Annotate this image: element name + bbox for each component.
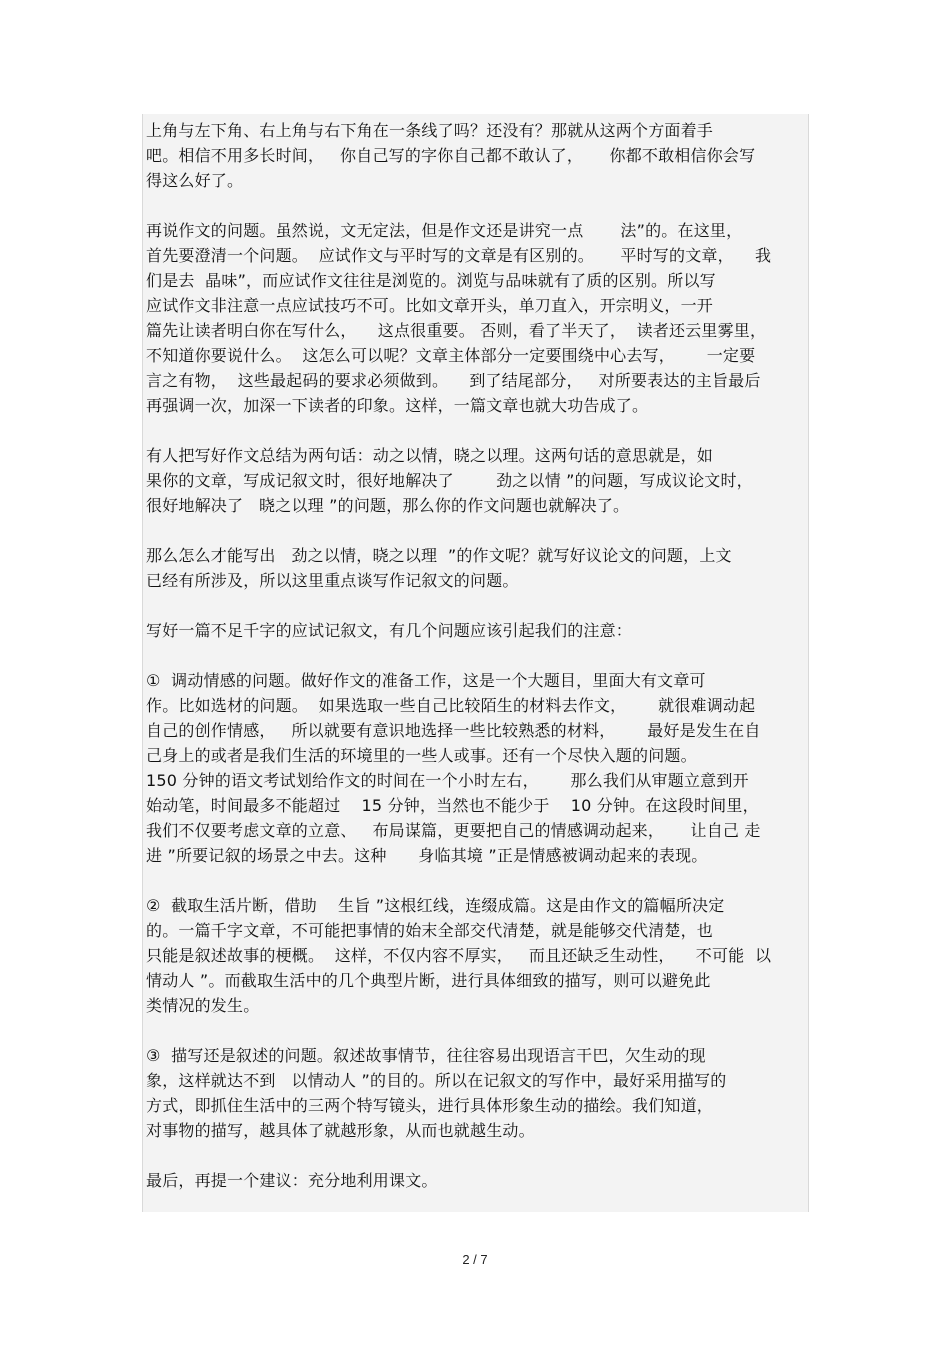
text-line: 情动人 ”。而截取生活中的几个典型片断，进行具体细致的描写，则可以避免此	[146, 971, 711, 990]
paragraph	[146, 668, 808, 868]
paragraph	[146, 118, 808, 193]
text-line: 应试作文非注意一点应试技巧不可。比如文章开头，单刀直入，开宗明义，一开	[146, 296, 714, 315]
text-line: 类情况的发生。	[146, 996, 260, 1015]
text-line: 再强调一次，加深一下读者的印象。这样，一篇文章也就大功告成了。	[146, 396, 649, 415]
paragraph	[146, 543, 808, 593]
paragraph	[146, 443, 808, 518]
text-line: 自己的创作情感， 所以就要有意识地选择一些比较熟悉的材料， 最好是发生在自	[146, 721, 761, 740]
text-line: ② 截取生活片断，借助 生旨 ”这根红线，连缀成篇。这是由作文的篇幅所决定	[146, 896, 725, 915]
text-line: 写好一篇不足千字的应试记叙文，有几个问题应该引起我们的注意：	[146, 621, 633, 640]
text-line: 对事物的描写，越具体了就越形象，从而也就越生动。	[146, 1121, 535, 1140]
paragraph	[146, 1043, 808, 1143]
text-line: 我们不仅要考虑文章的立意、 布局谋篇，更要把自己的情感调动起来， 让自己 走	[146, 821, 761, 840]
text-line: ③ 描写还是叙述的问题。叙述故事情节，往往容易出现语言干巴，欠生动的现	[146, 1046, 706, 1065]
text-line: 已经有所涉及，所以这里重点谈写作记叙文的问题。	[146, 571, 519, 590]
text-line: 那么怎么才能写出 劲之以情，晓之以理 ”的作文呢？就写好议论文的问题，上文	[146, 546, 732, 565]
text-line: 己身上的或者是我们生活的环境里的一些人或事。还有一个尽快入题的问题。	[146, 746, 697, 765]
text-line: 方式，即抓住生活中的三两个特写镜头，进行具体形象生动的描绘。我们知道，	[146, 1096, 714, 1115]
text-line: 象，这样就达不到 以情动人 ”的目的。所以在记叙文的写作中，最好采用描写的	[146, 1071, 727, 1090]
text-line: 很好地解决了 晓之以理 ”的问题，那么你的作文问题也就解决了。	[146, 496, 630, 515]
text-line: 进 ”所要记叙的场景之中去。这种 身临其境 ”正是情感被调动起来的表现。	[146, 846, 708, 865]
text-line: 有人把写好作文总结为两句话：动之以情，晓之以理。这两句话的意思就是，如	[146, 446, 714, 465]
text-line: 始动笔，时间最多不能超过 15 分钟，当然也不能少于 10 分钟。在这段时间里，	[146, 796, 759, 815]
text-line: 的。一篇千字文章，不可能把事情的始末全部交代清楚，就是能够交代清楚，也	[146, 921, 714, 940]
paragraph	[146, 1168, 808, 1193]
page-number: 2 / 7	[462, 1252, 488, 1267]
text-line: 再说作文的问题。虽然说，文无定法，但是作文还是讲究一点 法”的。在这里，	[146, 221, 743, 240]
text-line: 只能是叙述故事的梗概。 这样，不仅内容不厚实， 而且还缺乏生动性， 不可能 以	[146, 946, 772, 965]
text-line: 首先要澄清一个问题。 应试作文与平时写的文章是有区别的。 平时写的文章， 我	[146, 246, 772, 265]
text-line: 们是去 晶味”，而应试作文往往是浏览的。浏览与品味就有了质的区别。所以写	[146, 271, 716, 290]
text-line: 最后，再提一个建议：充分地利用课文。	[146, 1171, 438, 1190]
text-line: 言之有物， 这些最起码的要求必须做到。 到了结尾部分， 对所要表达的主旨最后	[146, 371, 761, 390]
document-body	[146, 118, 808, 1218]
text-line: 150 分钟的语文考试划给作文的时间在一个小时左右， 那么我们从审题立意到开	[146, 771, 749, 790]
paragraph	[146, 618, 808, 643]
text-line: 得这么好了。	[146, 171, 244, 190]
text-line: ① 调动情感的问题。做好作文的准备工作，这是一个大题目，里面大有文章可	[146, 671, 706, 690]
text-line: 作。比如选材的问题。 如果选取一些自己比较陌生的材料去作文， 就很难调动起	[146, 696, 756, 715]
paragraph	[146, 893, 808, 1018]
text-line: 篇先让读者明白你在写什么， 这点很重要。 否则，看了半天了， 读者还云里雾里，	[146, 321, 767, 340]
text-line: 上角与左下角、右上角与右下角在一条线了吗？还没有？那就从这两个方面着手	[146, 121, 714, 140]
paragraph	[146, 218, 808, 418]
text-line: 不知道你要说什么。 这怎么可以呢？文章主体部分一定要围绕中心去写， 一定要	[146, 346, 756, 365]
text-line: 果你的文章，写成记叙文时，很好地解决了 劲之以情 ”的问题，写成议论文时，	[146, 471, 753, 490]
text-line: 吧。相信不用多长时间， 你自己写的字你自己都不敢认了， 你都不敢相信你会写	[146, 146, 756, 165]
